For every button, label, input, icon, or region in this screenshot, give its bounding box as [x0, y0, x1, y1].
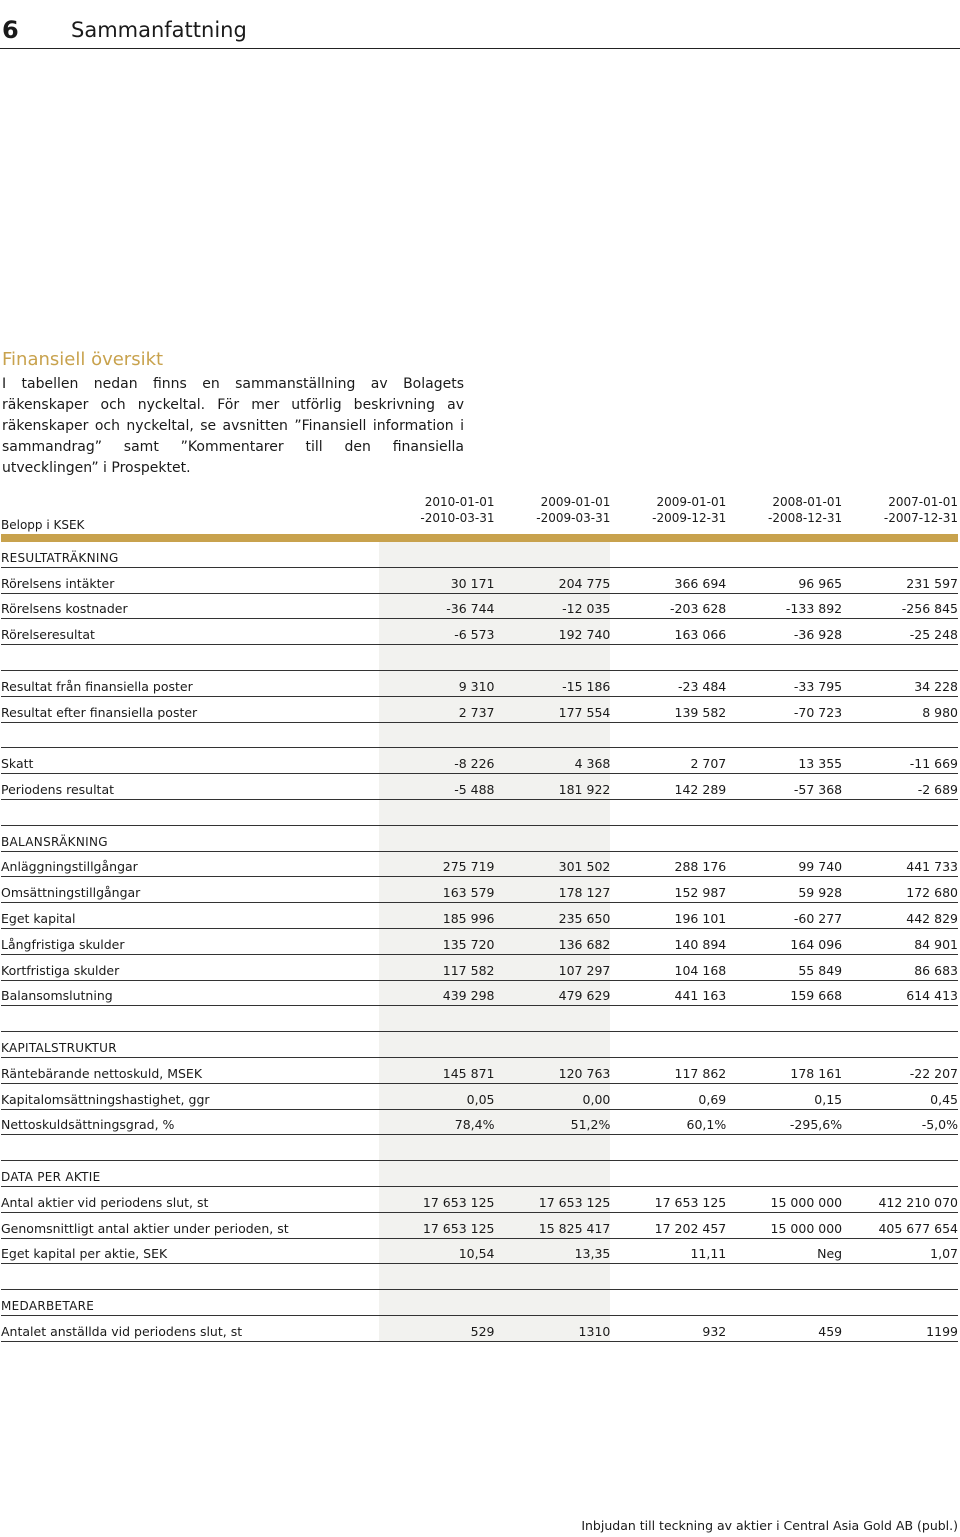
table-cell: 1310 — [578, 1323, 611, 1339]
table-cell: 99 740 — [798, 859, 843, 875]
table-cell: 177 554 — [558, 704, 611, 720]
table-cell: 614 413 — [906, 988, 958, 1004]
table-cell: 0,45 — [930, 1091, 958, 1107]
page-heading: Sammanfattning — [71, 18, 247, 42]
table-cell: 59 928 — [798, 885, 843, 901]
page-footer: Inbjudan till teckning av aktier i Central Asia Gold AB (publ.) — [581, 1518, 958, 1533]
table-row — [1, 852, 958, 878]
financial-table — [1, 494, 958, 1342]
table-cell: -5 488 — [454, 781, 495, 797]
table-cell: 1,07 — [930, 1246, 958, 1262]
row-label: Nettoskuldsättningsgrad, % — [1, 1117, 175, 1133]
table-cell: 0,05 — [466, 1091, 495, 1107]
table-row — [1, 774, 958, 800]
table-cell: 181 922 — [558, 781, 611, 797]
table-cell: -36 744 — [446, 601, 495, 617]
row-label: Kapitalomsättningshastighet, ggr — [1, 1091, 210, 1107]
table-cell: 117 862 — [674, 1065, 727, 1081]
page-header — [0, 12, 960, 49]
row-label: Resultat efter finansiella poster — [1, 704, 198, 720]
table-cell: 120 763 — [558, 1065, 611, 1081]
section-heading: KAPITALSTRUKTUR — [1, 1040, 117, 1055]
table-cell: 15 825 417 — [538, 1220, 611, 1236]
row-label: Resultat från finansiella poster — [1, 678, 193, 694]
table-row — [1, 877, 958, 903]
table-cell: -23 484 — [677, 678, 727, 694]
table-cell: 136 682 — [558, 936, 611, 952]
column-header: 2009-01-01 -2009-03-31 — [536, 495, 611, 525]
table-cell: 117 582 — [442, 962, 495, 978]
table-row — [1, 903, 958, 929]
table-row — [1, 955, 958, 981]
table-row — [1, 568, 958, 594]
section-heading-row — [1, 1032, 958, 1058]
table-cell: 10,54 — [458, 1246, 495, 1262]
table-row — [1, 748, 958, 774]
table-cell: -25 248 — [909, 627, 958, 643]
table-cell: 164 096 — [790, 936, 843, 952]
table-cell: 288 176 — [674, 859, 727, 875]
table-cell: -70 723 — [793, 704, 843, 720]
table-cell: 17 653 125 — [654, 1194, 727, 1210]
column-header: 2008-01-01 -2008-12-31 — [768, 495, 843, 525]
table-cell: 529 — [470, 1323, 495, 1339]
table-cell: 51,2% — [570, 1117, 611, 1133]
page-number: 6 — [2, 16, 19, 44]
table-cell: 231 597 — [906, 575, 958, 591]
table-cell: 15 000 000 — [770, 1194, 843, 1210]
spacer-row — [1, 723, 958, 749]
section-title: Finansiell översikt — [2, 349, 164, 370]
table-cell: 9 310 — [458, 678, 495, 694]
table-cell: 172 680 — [906, 885, 958, 901]
table-cell: 8 980 — [922, 704, 958, 720]
section-heading-row — [1, 1290, 958, 1316]
intro-text: I tabellen nedan finns en sammanställning av Bolagets räkenskaper och nyckeltal. För mer utförlig beskrivning av räkenskaper och nyckeltal, se avsnitten ”Finansiell information i sammandrag” samt ”Kommentarer till den finansiella utvecklingen” i Prospektet. — [2, 376, 464, 476]
table-cell: 96 965 — [798, 575, 843, 591]
table-cell: 86 683 — [914, 962, 958, 978]
table-cell: 4 368 — [574, 756, 611, 772]
spacer-row — [1, 1006, 958, 1032]
table-cell: 366 694 — [674, 575, 727, 591]
table-row — [1, 619, 958, 645]
table-body — [1, 542, 958, 1342]
table-cell: 17 653 125 — [422, 1194, 495, 1210]
table-cell: 301 502 — [558, 859, 611, 875]
table-cell: -295,6% — [789, 1117, 843, 1133]
table-cell: 78,4% — [454, 1117, 495, 1133]
intro-section — [2, 349, 464, 479]
table-cell: Neg — [817, 1246, 843, 1262]
table-cell: 13 355 — [798, 756, 843, 772]
table-row — [1, 1084, 958, 1110]
row-label: Långfristiga skulder — [1, 936, 125, 952]
table-cell: 185 996 — [442, 910, 495, 926]
header-accent-bar — [1, 534, 958, 542]
row-label: Rörelsens kostnader — [1, 601, 128, 617]
table-cell: 178 127 — [558, 885, 611, 901]
unit-label: Belopp i KSEK — [1, 518, 85, 532]
table-cell: 104 168 — [674, 962, 727, 978]
table-cell: 11,11 — [690, 1246, 727, 1262]
table-cell: 441 733 — [906, 859, 958, 875]
column-header: 2007-01-01 -2007-12-31 — [883, 495, 958, 525]
table-cell: 152 987 — [674, 885, 727, 901]
table-cell: -2 689 — [917, 781, 958, 797]
table-row — [1, 1239, 958, 1265]
table-cell: 17 202 457 — [654, 1220, 727, 1236]
column-header: 2010-01-01 -2010-03-31 — [420, 495, 495, 525]
table-row — [1, 1213, 958, 1239]
table-header — [1, 494, 958, 532]
table-cell: -36 928 — [793, 627, 843, 643]
table-cell: 196 101 — [674, 910, 727, 926]
table-cell: 2 737 — [458, 704, 495, 720]
table-cell: 107 297 — [558, 962, 611, 978]
table-cell: 178 161 — [790, 1065, 843, 1081]
table-cell: 142 289 — [674, 781, 727, 797]
table-cell: 15 000 000 — [770, 1220, 843, 1236]
table-cell: -8 226 — [454, 756, 495, 772]
row-label: Anläggningstillgångar — [1, 859, 138, 875]
table-cell: -203 628 — [670, 601, 727, 617]
table-cell: 135 720 — [442, 936, 495, 952]
table-cell: 439 298 — [442, 988, 495, 1004]
table-cell: 163 066 — [674, 627, 727, 643]
table-cell: -15 186 — [562, 678, 611, 694]
row-label: Eget kapital per aktie, SEK — [1, 1246, 168, 1262]
row-label: Antal aktier vid periodens slut, st — [1, 1194, 209, 1210]
table-cell: -5,0% — [921, 1117, 958, 1133]
table-cell: -33 795 — [793, 678, 843, 694]
section-heading-row — [1, 542, 958, 568]
row-label: Omsättningstillgångar — [1, 885, 141, 901]
table-row — [1, 929, 958, 955]
table-cell: 204 775 — [558, 575, 611, 591]
row-label: Rörelseresultat — [1, 627, 95, 643]
table-cell: 0,15 — [814, 1091, 843, 1107]
table-cell: 34 228 — [914, 678, 958, 694]
table-row — [1, 697, 958, 723]
table-cell: -57 368 — [793, 781, 843, 797]
table-cell: 479 629 — [558, 988, 611, 1004]
table-row — [1, 671, 958, 697]
table-cell: 441 163 — [674, 988, 727, 1004]
table-cell: 13,35 — [574, 1246, 611, 1262]
table-cell: -133 892 — [785, 601, 843, 617]
table-cell: 17 653 125 — [422, 1220, 495, 1236]
table-cell: 1199 — [926, 1323, 958, 1339]
row-label: Rörelsens intäkter — [1, 575, 115, 591]
row-label: Skatt — [1, 756, 34, 772]
spacer-row — [1, 800, 958, 826]
table-row — [1, 1187, 958, 1213]
section-heading-row — [1, 1161, 958, 1187]
spacer-row — [1, 1135, 958, 1161]
row-label: Eget kapital — [1, 910, 76, 926]
table-cell: 163 579 — [442, 885, 495, 901]
row-label: Antalet anställda vid periodens slut, st — [1, 1323, 243, 1339]
table-cell: -256 845 — [901, 601, 958, 617]
spacer-row — [1, 1264, 958, 1290]
table-cell: 159 668 — [790, 988, 843, 1004]
table-cell: 405 677 654 — [878, 1220, 958, 1236]
table-row — [1, 1316, 958, 1342]
row-label: Genomsnittligt antal aktier under perioden, st — [1, 1220, 289, 1236]
table-cell: -6 573 — [454, 627, 495, 643]
section-heading: BALANSRÄKNING — [1, 834, 108, 849]
table-cell: -12 035 — [562, 601, 611, 617]
section-heading-row — [1, 826, 958, 852]
section-heading: RESULTATRÄKNING — [1, 550, 119, 565]
table-cell: 140 894 — [674, 936, 727, 952]
table-cell: 17 653 125 — [538, 1194, 611, 1210]
table-row — [1, 1110, 958, 1136]
table-cell: 55 849 — [798, 962, 843, 978]
table-cell: 442 829 — [906, 910, 958, 926]
table-cell: -60 277 — [793, 910, 843, 926]
table-cell: 459 — [818, 1323, 843, 1339]
table-cell: 84 901 — [914, 936, 958, 952]
table-cell: 60,1% — [686, 1117, 727, 1133]
row-label: Räntebärande nettoskuld, MSEK — [1, 1065, 203, 1081]
table-cell: 0,69 — [698, 1091, 727, 1107]
column-header: 2009-01-01 -2009-12-31 — [652, 495, 727, 525]
table-row — [1, 594, 958, 620]
table-row — [1, 1058, 958, 1084]
table-cell: 2 707 — [690, 756, 727, 772]
section-heading: MEDARBETARE — [1, 1298, 95, 1313]
table-cell: 932 — [702, 1323, 727, 1339]
row-label: Kortfristiga skulder — [1, 962, 120, 978]
row-label: Periodens resultat — [1, 781, 115, 797]
table-cell: 30 171 — [450, 575, 495, 591]
table-cell: 192 740 — [558, 627, 611, 643]
table-cell: 235 650 — [558, 910, 611, 926]
table-cell: 139 582 — [674, 704, 727, 720]
table-cell: -11 669 — [909, 756, 958, 772]
table-row — [1, 981, 958, 1007]
table-cell: 0,00 — [582, 1091, 611, 1107]
row-label: Balansomslutning — [1, 988, 113, 1004]
spacer-row — [1, 645, 958, 671]
table-cell: 145 871 — [442, 1065, 495, 1081]
table-cell: -22 207 — [909, 1065, 958, 1081]
table-cell: 412 210 070 — [878, 1194, 958, 1210]
section-heading: DATA PER AKTIE — [1, 1169, 101, 1184]
table-cell: 275 719 — [442, 859, 495, 875]
